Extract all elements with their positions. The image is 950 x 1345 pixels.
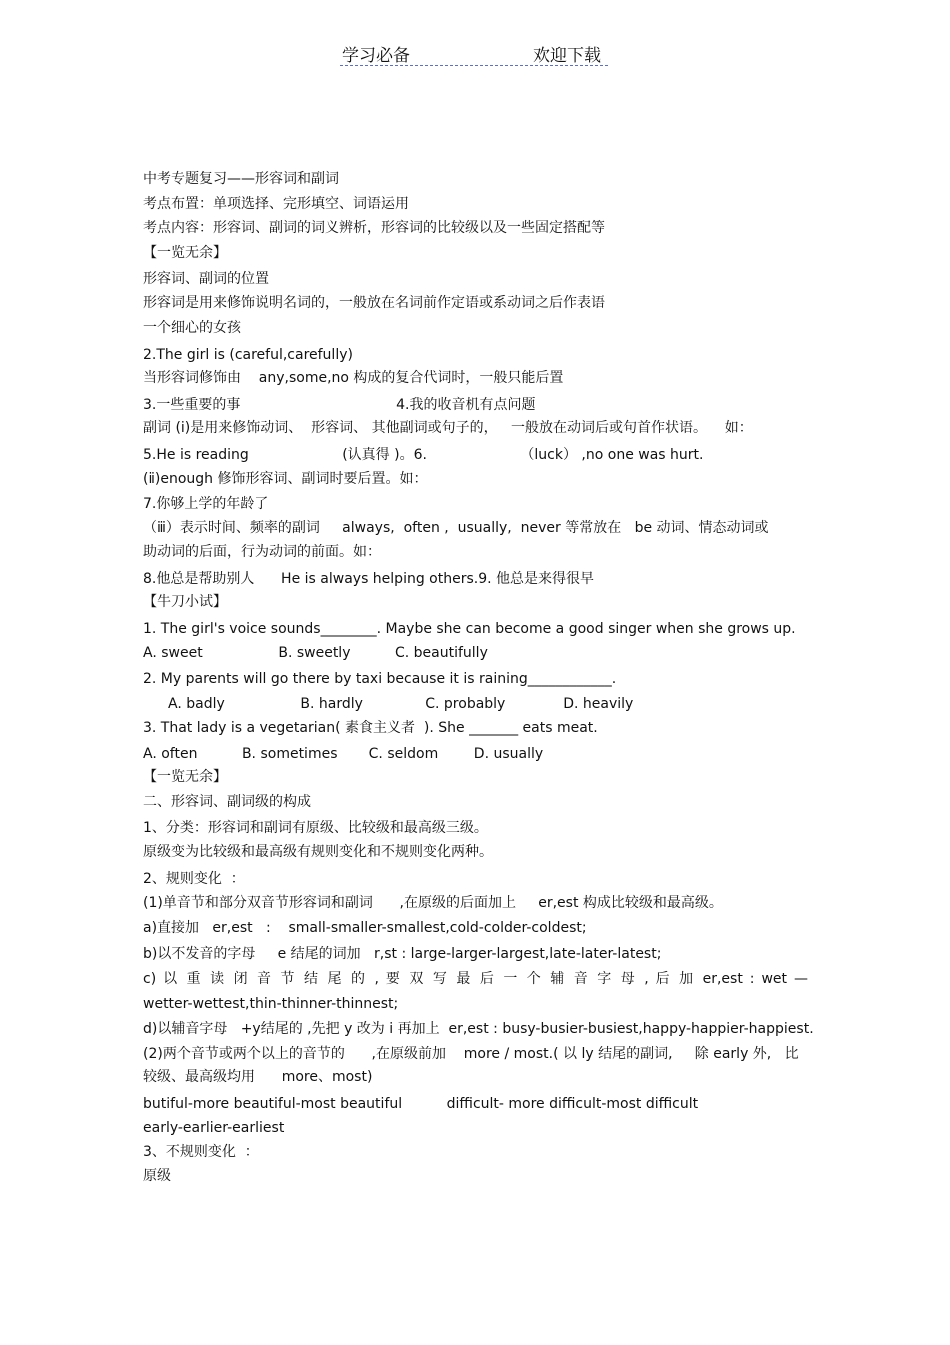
text-line: (ⅱ)enough 修饰形容词、副词时要后置。如：	[143, 471, 428, 487]
text-line: butiful-more beautiful-most beautiful difficult- more difficult-most difficult	[143, 1096, 699, 1112]
text-line: 较级、最高级均用 more、most)	[143, 1069, 373, 1085]
section-heading: 【牛刀小试】	[143, 594, 227, 610]
text-line: 2.The girl is (careful,carefully)	[143, 347, 353, 363]
text-line: c) 以 重 读 闭 音 节 结 尾 的 , 要 双 写 最 后 一 个 辅 音 字 母 , 后 加 er,est : wet —	[143, 971, 808, 987]
text-line: 形容词是用来修饰说明名词的，一般放在名词前作定语或系动词之后作表语	[143, 295, 605, 311]
text-line: 原级	[143, 1168, 171, 1184]
text-line: 原级变为比较级和最高级有规则变化和不规则变化两种。	[143, 844, 493, 860]
section-heading: 【一览无余】	[143, 769, 227, 785]
header-right-text: 欢迎下载	[533, 46, 601, 66]
text-line: 3.一些重要的事 4.我的收音机有点问题	[143, 397, 536, 413]
header-left-text: 学习必备	[342, 46, 410, 66]
section-heading: 【一览无余】	[143, 245, 227, 261]
text-line: 考点布置：单项选择、完形填空、词语运用	[143, 196, 409, 212]
text-line: 8.他总是帮助别人 He is always helping others.9. 他总是来得很早	[143, 571, 595, 587]
text-line: b)以不发音的字母 e 结尾的词加 r,st : large-larger-largest,late-later-latest;	[143, 946, 662, 962]
page-header	[340, 40, 608, 66]
text-line: 二、形容词、副词级的构成	[143, 794, 311, 810]
text-line: 7.你够上学的年龄了	[143, 496, 269, 512]
question-2-options: A. badly B. hardly C. probably D. heavily	[168, 696, 634, 712]
text-line: 5.He is reading (认真得 )。6. （luck） ,no one was hurt.	[143, 447, 704, 463]
text-line: wetter-wettest,thin-thinner-thinnest;	[143, 996, 399, 1012]
text-line: 形容词、副词的位置	[143, 271, 269, 287]
text-line: (2)两个音节或两个以上的音节的 ,在原级前加 more / most.( 以 ly 结尾的副词, 除 early 外, 比	[143, 1046, 799, 1062]
question-3: 3. That lady is a vegetarian( 素食主义者 ). She _______ eats meat.	[143, 720, 598, 736]
question-1-options: A. sweet B. sweetly C. beautifully	[143, 645, 488, 661]
text-line: 副词 (ⅰ)是用来修饰动词、 形容词、 其他副词或句子的， 一般放在动词后或句首作状语。 如：	[143, 420, 753, 436]
text-line: 助动词的后面，行为动词的前面。如：	[143, 544, 381, 560]
text-line: 2、规则变化 ：	[143, 871, 245, 887]
text-line: 当形容词修饰由 any,some,no 构成的复合代词时，一般只能后置	[143, 370, 564, 386]
text-line: d)以辅音字母 +y结尾的 ,先把 y 改为 i 再加上 er,est : busy-busier-busiest,happy-happier-happiest.	[143, 1021, 814, 1037]
question-1: 1. The girl's voice sounds________. Maybe she can become a good singer when she grows up.	[143, 621, 796, 637]
text-line: 一个细心的女孩	[143, 320, 241, 336]
text-line: 1、分类：形容词和副词有原级、比较级和最高级三级。	[143, 820, 488, 836]
text-line: 考点内容：形容词、副词的词义辨析，形容词的比较级以及一些固定搭配等	[143, 220, 605, 236]
question-2: 2. My parents will go there by taxi because it is raining____________.	[143, 671, 617, 687]
question-3-options: A. often B. sometimes C. seldom D. usually	[143, 746, 544, 762]
text-line: 3、不规则变化 ：	[143, 1144, 259, 1160]
text-line: a)直接加 er,est : small-smaller-smallest,cold-colder-coldest;	[143, 920, 587, 936]
text-line: （ⅲ）表示时间、频率的副词 always, often , usually, never 等常放在 be 动词、情态动词或	[143, 520, 769, 536]
doc-title: 中考专题复习——形容词和副词	[143, 171, 339, 187]
text-line: (1)单音节和部分双音节形容词和副词 ,在原级的后面加上 er,est 构成比较级和最高级。	[143, 895, 723, 911]
text-line: early-earlier-earliest	[143, 1120, 285, 1136]
